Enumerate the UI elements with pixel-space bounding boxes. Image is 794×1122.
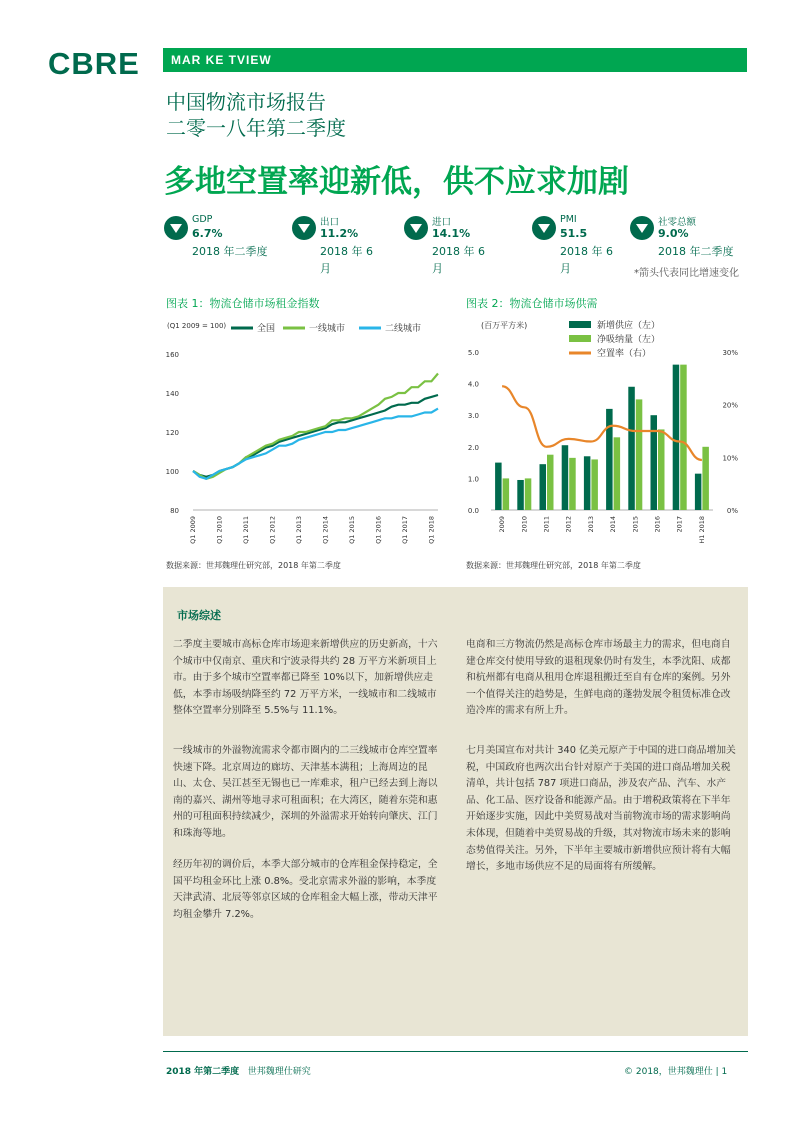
bar [517,480,524,510]
overview-para-2: 电商和三方物流仍然是高标仓库市场最主力的需求，但电商自建仓库交付使用导致的退租现象仍时有发生，本季沈阳、成都和杭州都有电商从租用仓库退租搬迁至自有仓库的案例。另外一个值得关注的趋势是，生鲜电商的蓬勃发展令租赁标准仓改造冷库的需求有所上升。 [466,639,731,717]
overview-para-1: 二季度主要城市高标仓库市场迎来新增供应的历史新高，十六个城市中仅南京、重庆和宁波录得共约 28 万平方米新项目上市。由于多个城市空置率都已降至 10%以下，加新增供应走低，本季市场吸纳降至约 72 万平方米，一线城市和二线城市整体空置率分别降至 5.5%与 11.1%。 [173,639,438,717]
y2-tick-label: 0% [726,507,738,515]
y-axis-note: (Q1 2009 = 100) [167,322,227,330]
kpi-label: GDP [192,214,213,225]
y-tick-label: 3.0 [467,412,479,421]
bar [658,429,665,510]
x-tick-label: 2012 [564,516,573,533]
footer-period: 2018 年第二季度 [166,1067,240,1077]
x-tick-label: Q1 2013 [294,516,303,544]
down-arrow-icon [404,216,428,240]
x-tick-label: Q1 2018 [427,516,436,544]
kpi-label: PMI [560,214,577,225]
kpi-label: 进口 [432,217,452,228]
kpi-label: 出口 [320,217,340,228]
bar [525,478,532,510]
bar [591,459,598,510]
footer-source: 世邦魏理仕研究 [247,1067,311,1077]
legend-label: 全国 [257,324,276,334]
y-tick-label: 4.0 [467,380,479,389]
y-tick-label: 5.0 [467,349,479,357]
down-arrow-icon [532,216,556,240]
x-tick-label: Q1 2012 [268,516,277,544]
banner-label: MAR KE TVIEW [171,53,272,67]
x-tick-label: 2015 [631,516,640,533]
kpi-value: 14.1% [432,227,471,240]
legend-label: 一线城市 [309,324,346,334]
bar [651,415,658,510]
bar [562,445,569,510]
x-tick-label: Q1 2016 [374,516,383,544]
footer-copyright: © 2018，世邦魏理仕 | 1 [624,1067,728,1077]
overview-heading: 市场综述 [177,609,221,622]
down-arrow-icon [630,216,654,240]
x-tick-label: 2009 [498,516,507,533]
bar [636,399,643,510]
footer-rule [163,1051,748,1052]
bar [495,463,502,510]
y-tick-label: 80 [170,507,179,515]
x-tick-label: 2011 [542,516,551,533]
y-tick-label: 0.0 [467,507,479,515]
report-period: 二零一八年第二季度 [166,116,346,140]
y-tick-label: 2.0 [467,443,479,452]
y-tick-label: 160 [165,351,179,359]
report-title: 中国物流市场报告 [166,90,326,114]
down-arrow-icon [164,216,188,240]
x-tick-label: Q1 2010 [215,516,224,544]
kpi-value: 6.7% [192,227,223,240]
kpi-period: 2018 年二季度 [192,245,268,258]
x-tick-label: 2010 [520,516,529,533]
fig2-source: 数据来源：世邦魏理仕研究部，2018 年第二季度 [466,561,641,570]
bar [540,464,547,510]
bar [606,409,613,510]
legend-label: 空置率（右） [597,349,652,359]
y-tick-label: 140 [165,390,179,398]
kpi-value: 11.2% [320,227,359,240]
y-axis-unit: (百万平方米) [481,321,528,330]
x-tick-label: 2014 [609,516,618,533]
y2-tick-label: 10% [722,454,738,463]
x-tick-label: 2013 [586,516,595,533]
bar [628,387,635,510]
footer-left [166,1064,311,1077]
legend-label: 新增供应（左） [597,321,661,331]
bar [673,365,680,510]
legend-swatch [569,321,591,328]
legend-swatch [569,335,591,342]
bar [503,478,510,510]
fig2-title: 图表 2：物流仓储市场供需 [466,297,598,310]
y-tick-label: 100 [165,468,179,476]
kpi-period: 2018 年 6 月 [320,245,373,275]
kpi-period: 2018 年 6 月 [432,245,485,275]
y2-tick-label: 20% [722,401,738,410]
fig1-title: 图表 1：物流仓储市场租金指数 [166,297,320,310]
rent-index-chart [163,316,453,556]
x-tick-label: Q1 2011 [241,516,250,544]
bar [702,447,709,510]
y-tick-label: 1.0 [467,475,479,484]
supply-demand-chart [463,316,753,556]
cbre-logo: CBRE [48,46,140,81]
x-tick-label: Q1 2014 [321,516,330,544]
x-tick-label: Q1 2017 [400,516,409,544]
kpi-value: 51.5 [560,227,588,240]
bar [680,365,687,510]
x-tick-label: H1 2018 [697,516,706,544]
overview-para-5: 七月美国宣布对共计 340 亿美元原产于中国的进口商品增加关税，中国政府也两次出台针对原产于美国的进口商品增加关税清单，共计包括 787 项进口商品，涉及农产品、汽车、水产品、化工品、医疗设备和能源产品。由于增税政策将在下半年开始逐步实施，因此中美贸易战对当前物流市场的需求影响尚未体现，但随着中美贸易战的升级，其对物流市场未来的影响态势值得关注。另外，下半年主要城市新增供应预计将有大幅增长，多地市场供应不足的局面将有所缓解。 [466,745,736,873]
y2-tick-label: 30% [722,349,738,357]
x-tick-label: Q1 2015 [347,516,356,544]
x-tick-label: 2017 [675,516,684,533]
kpi-value: 9.0% [658,227,689,240]
down-arrow-icon [292,216,316,240]
kpi-period: 2018 年 6 月 [560,245,613,275]
kpi-label: 社零总额 [658,217,697,228]
bar [614,437,621,510]
kpi-footnote: *箭头代表同比增速变化 [634,268,739,279]
fig1-source: 数据来源：世邦魏理仕研究部，2018 年第二季度 [166,561,341,570]
overview-para-4: 经历年初的调价后，本季大部分城市的仓库租金保持稳定，全国平均租金环比上涨 0.8%。受北京需求外溢的影响，本季度天津武清、北辰等邻京区域的仓库租金大幅上涨，带动天津平均租金攀升 7.2%。 [173,859,438,920]
legend-label: 净吸纳量（左） [597,335,661,345]
series-line [193,374,438,479]
market-overview-panel [163,587,748,1036]
overview-para-3: 一线城市的外溢物流需求令都市圈内的二三线城市仓库空置率快速下降。北京周边的廊坊、天津基本满租；上海周边的昆山、太仓、吴江甚至无锡也已一库难求，租户已经去到上海以南的嘉兴、湖州等地寻求可租面积；在大湾区，随着东莞和惠州的可租面积持续减少，深圳的外溢需求开始转向肇庆、江门和珠海等地。 [173,745,438,839]
x-tick-label: 2016 [653,516,662,533]
vacancy-line [502,386,702,460]
report-headline: 多地空置率迎新低，供不应求加剧 [164,164,629,200]
bar [569,458,576,510]
y-tick-label: 120 [165,429,179,437]
bar [695,474,702,510]
marketview-banner [163,48,747,72]
bar [584,456,591,510]
bar [547,455,554,510]
kpi-period: 2018 年二季度 [658,245,734,258]
series-line [193,409,438,479]
legend-label: 二线城市 [385,324,422,334]
x-tick-label: Q1 2009 [189,516,197,544]
